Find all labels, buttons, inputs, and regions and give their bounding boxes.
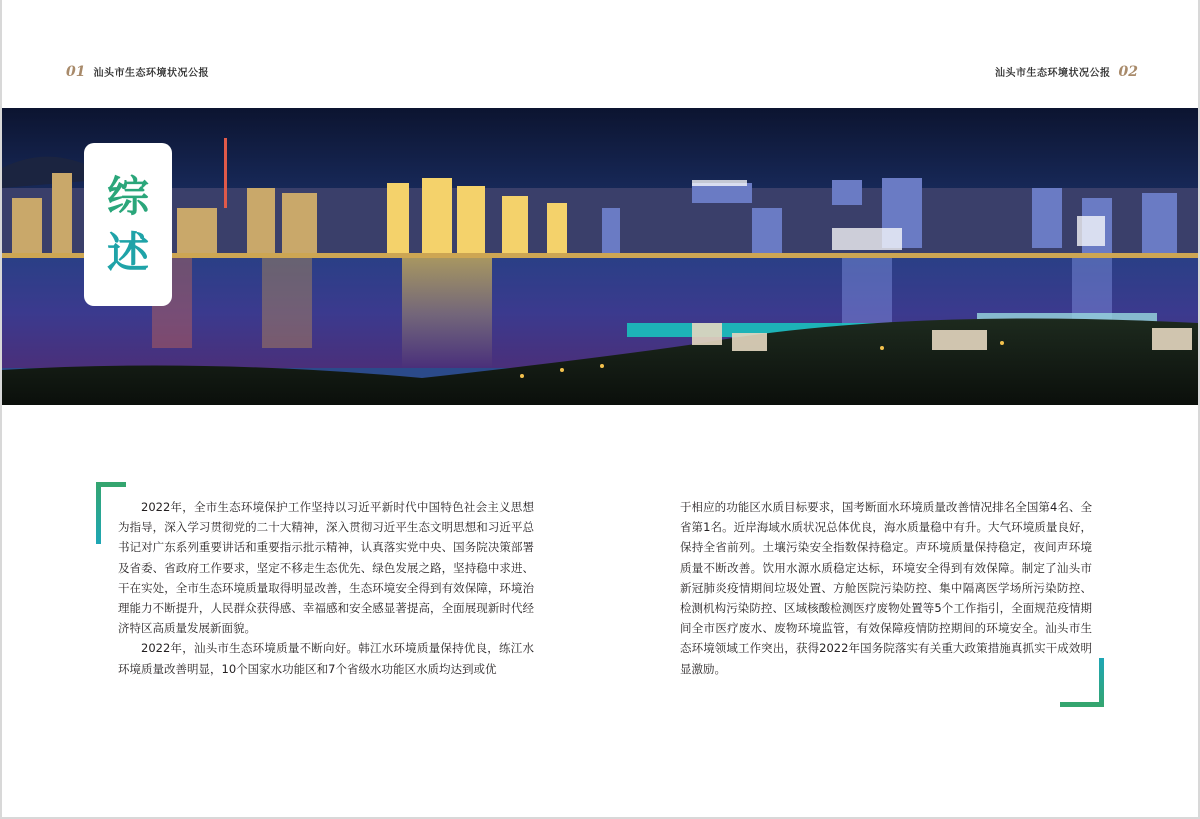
decorative-bracket-bottom-right [1060, 658, 1104, 707]
left-page-number: 01 [66, 64, 86, 80]
section-title-card [84, 143, 172, 306]
header-right [995, 64, 1138, 80]
right-page-number: 02 [1118, 64, 1138, 80]
body-paragraph: 2022年，全市生态环境保护工作坚持以习近平新时代中国特色社会主义思想为指导，深入学习贯彻党的二十大精神，深入贯彻习近平生态文明思想和习近平总书记对广东系列重要讲话和重要指示批示精神，认真落实党中央、国务院决策部署及省委、省政府工作要求，坚定不移走生态优先、绿色发展之路，坚持稳中求进、干在实处，全市生态环境质量取得明显改善，生态环境安全得到有效保障，环境治理能力不断提升，人民群众获得感、幸福感和安全感显著提高，全面展现新时代经济特区高质量发展新面貌。 [118, 500, 534, 636]
city-skyline-image [2, 108, 1198, 405]
section-title-char-1: 综 [106, 171, 149, 221]
section-title-char-2: 述 [106, 227, 149, 277]
body-paragraph: 2022年，汕头市生态环境质量不断向好。韩江水环境质量保持优良，练江水环境质量改善明显，10个国家水功能区和7个省级水功能区水质均达到或优 [118, 641, 534, 676]
header-left [66, 64, 209, 80]
left-header-title: 汕头市生态环境状况公报 [93, 68, 209, 79]
right-header-title: 汕头市生态环境状况公报 [995, 68, 1111, 79]
body-paragraph: 于相应的功能区水质目标要求，国考断面水环境质量改善情况排名全国第4名、全省第1名。近岸海域水质状况总体优良，海水质量稳中有升。大气环境质量良好，保持全省前列。土壤污染安全指数保持稳定。声环境质量保持稳定，夜间声环境质量不断改善。饮用水源水质稳定达标，环境安全得到有效保障。制定了汕头市新冠肺炎疫情期间垃圾处置、方舱医院污染防控、集中隔离医学场所污染防控、检测机构污染防控、区域核酸检测医疗废物处置等5个工作指引，全面规范疫情期间全市医疗废水、废物环境监管，有效保障疫情防控期间的环境安全。汕头市生态环境领域工作突出，获得2022年国务院落实有关重大政策措施真抓实干成效明显激励。 [680, 500, 1092, 676]
body-text-right-column [680, 497, 1092, 679]
body-text-left-column [118, 497, 534, 679]
city-night-banner [2, 108, 1198, 405]
